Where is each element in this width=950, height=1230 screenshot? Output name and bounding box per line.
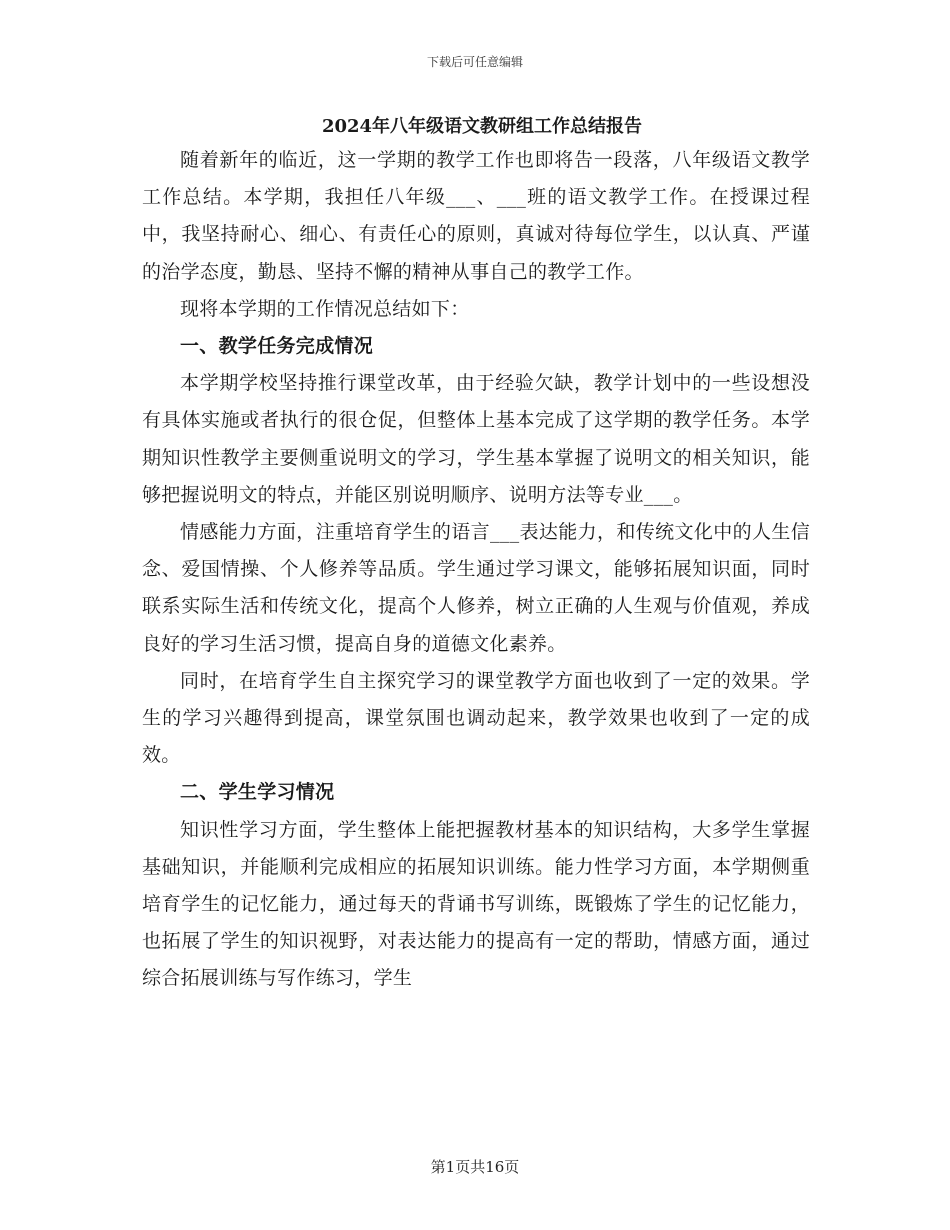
paragraph-student-learning: 知识性学习方面，学生整体上能把握教材基本的知识结构，大多学生掌握基础知识，并能顺利完成相应的拓展知识训练。能力性学习方面，本学期侧重培育学生的记忆能力，通过每天的背诵书写训练，既锻炼了学生的记忆能力，也拓展了学生的知识视野，对表达能力的提高有一定的帮助，情感方面，通过综合拓展训练与写作练习，学生 (142, 818, 810, 990)
page-number-footer: 第1页共16页 (430, 1158, 520, 1176)
document-title: 2024年八年级语文教研组工作总结报告 (321, 116, 643, 137)
paragraph-intro: 随着新年的临近，这一学期的教学工作也即将告一段落，八年级语文教学工作总结。本学期，我担任八年级___、___班的语文教学工作。在授课过程中，我坚持耐心、细心、有责任心的原则，真诚对待每位学生，以认真、严谨的治学态度，勤恳、坚持不懈的精神从事自己的教学工作。 (142, 149, 810, 283)
paragraph-teaching-tasks: 本学期学校坚持推行课堂改革，由于经验欠缺，教学计划中的一些设想没有具体实施或者执行的很仓促，但整体上基本完成了这学期的教学任务。本学期知识性教学主要侧重说明文的学习，学生基本掌握了说明文的相关知识，能够把握说明文的特点，并能区别说明顺序、说明方法等专业___。 (142, 372, 810, 506)
document-body (142, 112, 810, 998)
header-note: 下载后可任意编辑 (426, 55, 523, 69)
section-heading-2: 二、学生学习情况 (180, 781, 335, 804)
paragraph-emotional-ability: 情感能力方面，注重培育学生的语言___表达能力，和传统文化中的人生信念、爱国情操、个人修养等品质。学生通过学习课文，能够拓展知识面，同时联系实际生活和传统文化，提高个人修养，树立正确的人生观与价值观，养成良好的学习生活习惯，提高自身的道德文化素养。 (142, 521, 810, 655)
paragraph-summary-lead: 现将本学期的工作情况总结如下： (180, 297, 470, 320)
section-heading-1: 一、教学任务完成情况 (180, 335, 374, 358)
paragraph-self-study: 同时，在培育学生自主探究学习的课堂教学方面也收到了一定的效果。学生的学习兴趣得到提高，课堂氛围也调动起来，教学效果也收到了一定的成效。 (142, 669, 810, 767)
